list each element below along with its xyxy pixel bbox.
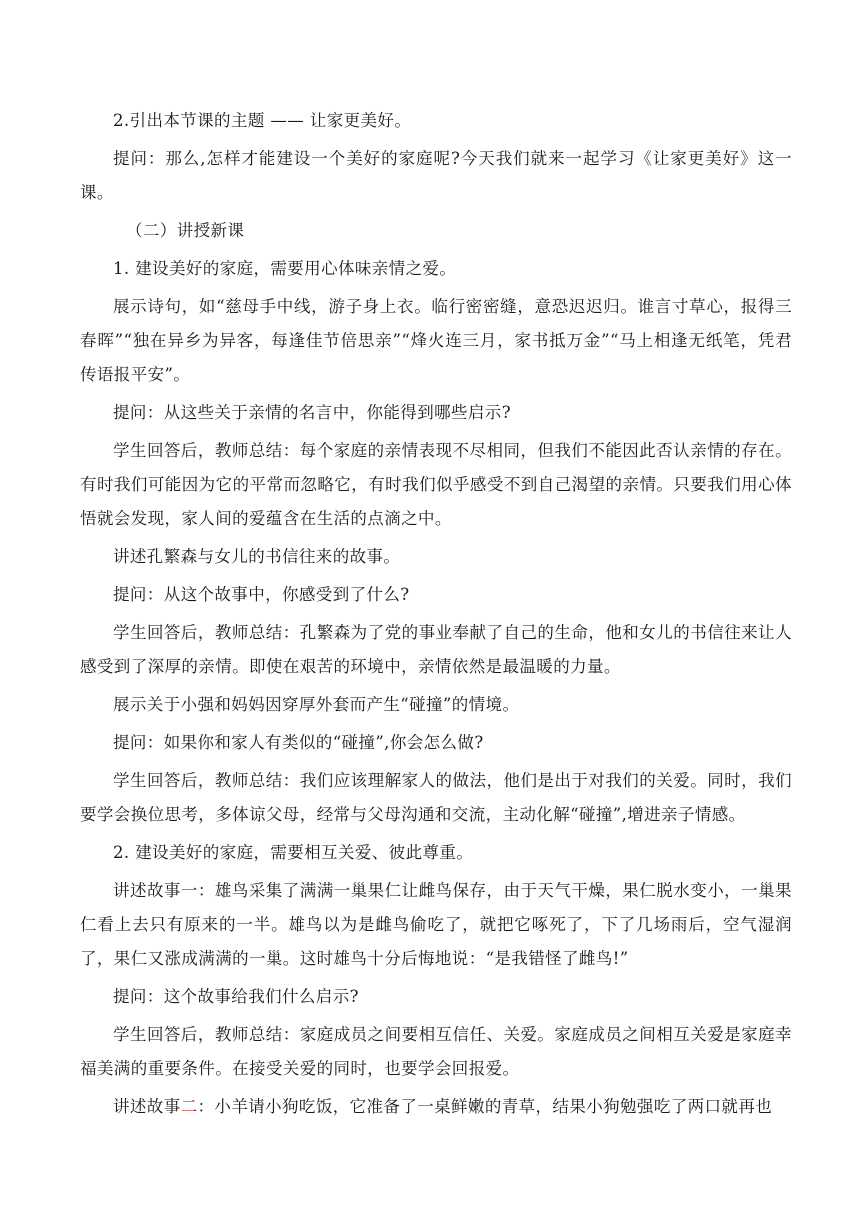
paragraph-story-kong: 讲述孔繁森与女儿的书信往来的故事。 — [113, 547, 401, 566]
paragraph-question-collision: 提问：如果你和家人有类似的“碰撞”,你会怎么做? — [113, 733, 484, 752]
paragraph-summary-kong: 学生回答后，教师总结：孔繁森为了党的事业奉献了自己的生命，他和女儿的书信往来让人感受到了深厚的亲情。即使在艰苦的环境中，亲情依然是最温暖的力量。 — [80, 623, 792, 676]
paragraph-summary-story-one: 学生回答后，教师总结：家庭成员之间要相互信任、关爱。家庭成员之间相互关爱是家庭幸福美满的重要条件。在接受关爱的同时，也要学会回报爱。 — [80, 1025, 792, 1078]
paragraph-point-2: 2. 建设美好的家庭，需要相互关爱、彼此尊重。 — [113, 843, 474, 862]
story-two-highlight: 二 — [180, 1097, 198, 1116]
paragraph-summary-poems: 学生回答后，教师总结：每个家庭的亲情表现不尽相同，但我们不能因此否认亲情的存在。有时我们可能因为它的平常而忽略它，有时我们似乎感受不到自己渴望的亲情。只要我们用心体悟就会发现，家人间的爱蕴含在生活的点滴之中。 — [80, 441, 792, 528]
paragraph-story-one: 讲述故事一：雄鸟采集了满满一巢果仁让雌鸟保存，由于天气干燥，果仁脱水变小，一巢果仁看上去只有原来的一半。雄鸟以为是雌鸟偷吃了，就把它啄死了，下了几场雨后，空气湿润了，果仁又涨成满满的一巢。这时雄鸟十分后悔地说：“是我错怪了雌鸟!” — [80, 881, 792, 968]
paragraph-topic-intro: 2.引出本节课的主题 —— 让家更美好。 — [113, 111, 412, 130]
paragraph-question-poems: 提问：从这些关于亲情的名言中，你能得到哪些启示? — [113, 403, 511, 422]
paragraph-scenario-xiaoqiang: 展示关于小强和妈妈因穿厚外套而产生“碰撞”的情境。 — [113, 695, 520, 714]
paragraph-point-1: 1. 建设美好的家庭，需要用心体味亲情之爱。 — [113, 259, 457, 278]
section-heading-new-lesson: （二）讲授新课 — [126, 221, 245, 240]
paragraph-question-story-one: 提问：这个故事给我们什么启示? — [113, 987, 359, 1006]
paragraph-story-two — [80, 1090, 792, 1124]
paragraph-question-intro: 提问：那么,怎样才能建设一个美好的家庭呢?今天我们就来一起学习《让家更美好》这一课。 — [80, 149, 792, 202]
paragraph-summary-collision: 学生回答后，教师总结：我们应该理解家人的做法，他们是出于对我们的关爱。同时，我们要学会换位思考，多体谅父母，经常与父母沟通和交流，主动化解“碰撞”,增进亲子情感。 — [80, 771, 792, 824]
story-two-prefix: 讲述故事 — [113, 1097, 181, 1116]
paragraph-question-kong: 提问：从这个故事中，你感受到了什么? — [113, 585, 410, 604]
paragraph-poems: 展示诗句，如“慈母手中线，游子身上衣。临行密密缝，意恐迟迟归。谁言寸草心，报得三春晖”“独在异乡为异客，每逢佳节倍思亲”“烽火连三月，家书抵万金”“马上相逢无纸笔，凭君传语报平安”。 — [80, 297, 792, 384]
story-two-suffix: ：小羊请小狗吃饭，它准备了一桌鲜嫩的青草，结果小狗勉强吃了两口就再也 — [197, 1097, 773, 1116]
document-body — [80, 104, 792, 1124]
